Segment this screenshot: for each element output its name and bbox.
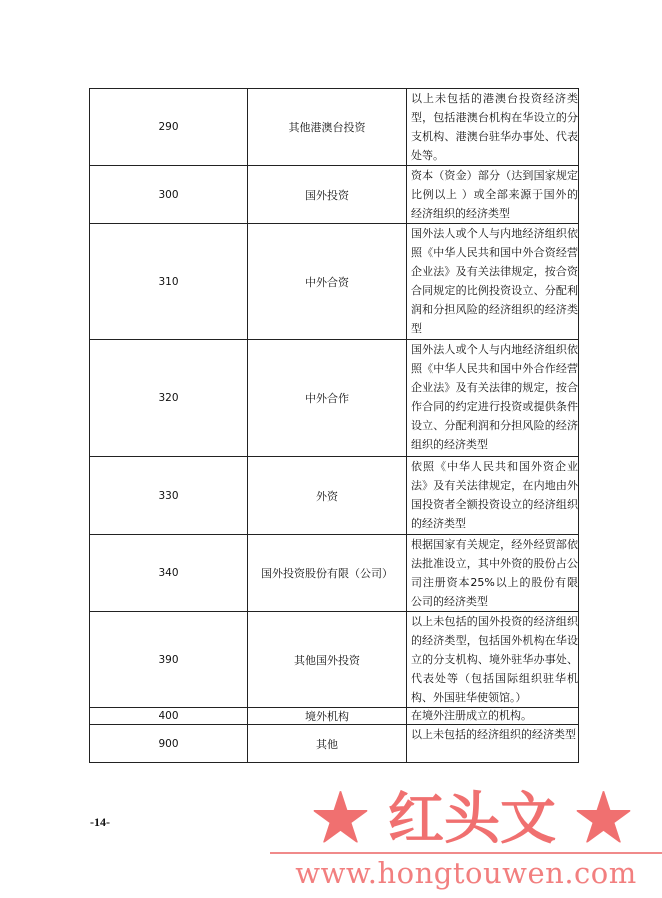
table-row xyxy=(90,89,579,166)
name-cell: 境外机构 xyxy=(248,708,407,725)
name-cell: 国外投资 xyxy=(248,166,407,224)
description-cell: 以上未包括的经济组织的经济类型 xyxy=(407,725,579,763)
code-cell: 300 xyxy=(90,166,248,224)
description-cell: 以上未包括的国外投资的经济组织的经济类型，包括国外机构在华设立的分支机构、境外驻华办事处、代表处等（包括国际组织驻华机构、外国驻华使领馆。） xyxy=(407,612,579,708)
code-cell: 900 xyxy=(90,725,248,763)
table-row xyxy=(90,457,579,535)
watermark-divider xyxy=(270,852,662,854)
code-cell: 320 xyxy=(90,340,248,457)
table-row xyxy=(90,612,579,708)
name-cell: 其他港澳台投资 xyxy=(248,89,407,166)
name-cell: 其他 xyxy=(248,725,407,763)
description-cell: 国外法人或个人与内地经济组织依照《中华人民共和国中外合资经营企业法》及有关法律规定，按合资合同规定的比例投资设立、分配利润和分担风险的经济组织的经济类型 xyxy=(407,224,579,340)
table-row xyxy=(90,725,579,763)
code-cell: 400 xyxy=(90,708,248,725)
table-row xyxy=(90,166,579,224)
watermark-url: www.hongtouwen.com xyxy=(295,856,637,890)
watermark-logo xyxy=(270,770,662,898)
svg-text:★ 红头文 ★: ★ 红头文 ★ xyxy=(312,786,632,852)
code-cell: 390 xyxy=(90,612,248,708)
table-row xyxy=(90,535,579,612)
description-cell: 依照《中华人民共和国外资企业法》及有关法律规定，在内地由外国投资者全额投资设立的经济组织的经济类型 xyxy=(407,457,579,535)
table-row xyxy=(90,340,579,457)
name-cell: 国外投资股份有限（公司） xyxy=(248,535,407,612)
code-cell: 340 xyxy=(90,535,248,612)
name-cell: 外资 xyxy=(248,457,407,535)
description-cell: 资本（资金）部分（达到国家规定比例以上 ）或全部来源于国外的经济组织的经济类型 xyxy=(407,166,579,224)
description-cell: 在境外注册成立的机构。 xyxy=(407,708,579,725)
name-cell: 其他国外投资 xyxy=(248,612,407,708)
economic-type-table xyxy=(89,88,579,763)
code-cell: 290 xyxy=(90,89,248,166)
description-cell: 国外法人或个人与内地经济组织依照《中华人民共和国中外合作经营企业法》及有关法律的规定，按合作合同的约定进行投资或提供条件设立、分配利润和分担风险的经济组织的经济类型 xyxy=(407,340,579,457)
name-cell: 中外合作 xyxy=(248,340,407,457)
watermark-title xyxy=(286,782,658,852)
table-row xyxy=(90,708,579,725)
code-cell: 310 xyxy=(90,224,248,340)
table-row xyxy=(90,224,579,340)
description-cell: 以上未包括的港澳台投资经济类型，包括港澳台机构在华设立的分支机构、港澳台驻华办事处、代表处等。 xyxy=(407,89,579,166)
code-cell: 330 xyxy=(90,457,248,535)
description-cell: 根据国家有关规定，经外经贸部依法批准设立，其中外资的股份占公司注册资本25%以上的股份有限公司的经济类型 xyxy=(407,535,579,612)
page-number: -14- xyxy=(90,815,110,829)
name-cell: 中外合资 xyxy=(248,224,407,340)
